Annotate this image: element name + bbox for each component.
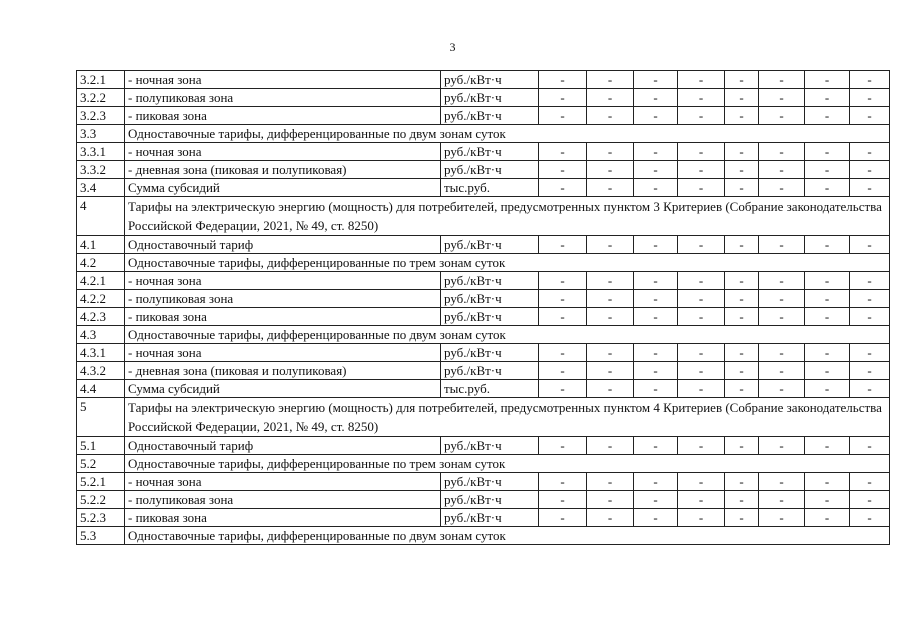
value-cell: -	[759, 509, 805, 527]
row-code: 4.2.2	[77, 290, 125, 308]
row-code: 4.2	[77, 254, 125, 272]
value-cell: -	[759, 437, 805, 455]
value-cell: -	[634, 107, 678, 125]
value-cell: -	[725, 473, 759, 491]
table-row	[77, 254, 890, 272]
row-name: Одноставочные тарифы, дифференцированные по трем зонам суток	[125, 455, 890, 473]
value-cell: -	[539, 473, 587, 491]
value-cell: -	[759, 362, 805, 380]
row-unit: руб./кВт·ч	[441, 308, 539, 326]
table-row	[77, 272, 890, 290]
row-code: 4.2.1	[77, 272, 125, 290]
value-cell: -	[759, 143, 805, 161]
value-cell: -	[850, 161, 890, 179]
row-unit: руб./кВт·ч	[441, 89, 539, 107]
value-cell: -	[539, 344, 587, 362]
value-cell: -	[759, 344, 805, 362]
value-cell: -	[759, 473, 805, 491]
table-row	[77, 161, 890, 179]
value-cell: -	[539, 236, 587, 254]
row-code: 4.1	[77, 236, 125, 254]
page-number: 3	[449, 40, 456, 54]
value-cell: -	[539, 362, 587, 380]
row-unit: руб./кВт·ч	[441, 161, 539, 179]
table-row	[77, 509, 890, 527]
row-code: 4.3.1	[77, 344, 125, 362]
row-code: 4	[77, 197, 125, 236]
value-cell: -	[587, 290, 634, 308]
value-cell: -	[805, 344, 850, 362]
value-cell: -	[759, 89, 805, 107]
row-name: - ночная зона	[125, 143, 441, 161]
row-unit: руб./кВт·ч	[441, 107, 539, 125]
row-name: - полупиковая зона	[125, 89, 441, 107]
tariff-table-body	[77, 71, 890, 545]
value-cell: -	[678, 107, 725, 125]
row-unit: руб./кВт·ч	[441, 71, 539, 89]
value-cell: -	[634, 437, 678, 455]
value-cell: -	[759, 107, 805, 125]
value-cell: -	[587, 236, 634, 254]
value-cell: -	[678, 362, 725, 380]
row-name: - ночная зона	[125, 272, 441, 290]
value-cell: -	[678, 344, 725, 362]
row-code: 4.3.2	[77, 362, 125, 380]
table-row	[77, 143, 890, 161]
table-row	[77, 491, 890, 509]
value-cell: -	[850, 344, 890, 362]
row-code: 3.4	[77, 179, 125, 197]
row-code: 4.3	[77, 326, 125, 344]
value-cell: -	[634, 509, 678, 527]
table-row	[77, 473, 890, 491]
row-code: 3.3.2	[77, 161, 125, 179]
row-code: 3.3	[77, 125, 125, 143]
row-name: - пиковая зона	[125, 308, 441, 326]
value-cell: -	[725, 308, 759, 326]
value-cell: -	[725, 161, 759, 179]
row-code: 3.3.1	[77, 143, 125, 161]
value-cell: -	[587, 89, 634, 107]
row-name: Тарифы на электрическую энергию (мощность) для потребителей, предусмотренных пунктом 4 Критериев (Собрание законодательства Российской Федерации, 2021, № 49, ст. 8250)	[125, 398, 890, 437]
value-cell: -	[678, 437, 725, 455]
row-name: - пиковая зона	[125, 107, 441, 125]
value-cell: -	[850, 143, 890, 161]
tariff-table	[76, 70, 890, 545]
value-cell: -	[539, 107, 587, 125]
value-cell: -	[850, 437, 890, 455]
value-cell: -	[634, 344, 678, 362]
value-cell: -	[587, 509, 634, 527]
row-code: 5.2	[77, 455, 125, 473]
value-cell: -	[805, 491, 850, 509]
value-cell: -	[678, 272, 725, 290]
row-code: 5.2.1	[77, 473, 125, 491]
row-name: Одноставочные тарифы, дифференцированные по двум зонам суток	[125, 125, 890, 143]
value-cell: -	[805, 143, 850, 161]
value-cell: -	[678, 89, 725, 107]
value-cell: -	[587, 71, 634, 89]
value-cell: -	[850, 89, 890, 107]
value-cell: -	[587, 473, 634, 491]
value-cell: -	[725, 89, 759, 107]
value-cell: -	[634, 161, 678, 179]
value-cell: -	[539, 71, 587, 89]
value-cell: -	[587, 272, 634, 290]
value-cell: -	[539, 290, 587, 308]
row-unit: руб./кВт·ч	[441, 143, 539, 161]
value-cell: -	[678, 236, 725, 254]
value-cell: -	[539, 437, 587, 455]
row-code: 3.2.1	[77, 71, 125, 89]
table-row	[77, 527, 890, 545]
value-cell: -	[805, 107, 850, 125]
value-cell: -	[759, 272, 805, 290]
row-name: - ночная зона	[125, 344, 441, 362]
value-cell: -	[725, 290, 759, 308]
row-unit: тыс.руб.	[441, 179, 539, 197]
value-cell: -	[805, 437, 850, 455]
value-cell: -	[634, 272, 678, 290]
value-cell: -	[850, 272, 890, 290]
value-cell: -	[678, 473, 725, 491]
value-cell: -	[634, 71, 678, 89]
row-unit: руб./кВт·ч	[441, 236, 539, 254]
value-cell: -	[805, 380, 850, 398]
table-row	[77, 362, 890, 380]
value-cell: -	[805, 71, 850, 89]
value-cell: -	[805, 308, 850, 326]
value-cell: -	[759, 236, 805, 254]
row-name: Сумма субсидий	[125, 179, 441, 197]
row-name: - ночная зона	[125, 71, 441, 89]
value-cell: -	[634, 89, 678, 107]
row-code: 5.2.3	[77, 509, 125, 527]
table-row	[77, 326, 890, 344]
value-cell: -	[850, 362, 890, 380]
value-cell: -	[805, 272, 850, 290]
row-name: Одноставочные тарифы, дифференцированные по двум зонам суток	[125, 326, 890, 344]
table-row	[77, 125, 890, 143]
row-unit: руб./кВт·ч	[441, 272, 539, 290]
table-row	[77, 107, 890, 125]
table-row	[77, 236, 890, 254]
table-row	[77, 179, 890, 197]
value-cell: -	[634, 308, 678, 326]
row-name: - дневная зона (пиковая и полупиковая)	[125, 161, 441, 179]
value-cell: -	[805, 236, 850, 254]
table-row	[77, 380, 890, 398]
row-code: 3.2.2	[77, 89, 125, 107]
row-name: - полупиковая зона	[125, 491, 441, 509]
value-cell: -	[805, 362, 850, 380]
value-cell: -	[539, 179, 587, 197]
value-cell: -	[759, 380, 805, 398]
value-cell: -	[539, 272, 587, 290]
value-cell: -	[725, 272, 759, 290]
value-cell: -	[759, 179, 805, 197]
value-cell: -	[587, 179, 634, 197]
value-cell: -	[850, 509, 890, 527]
value-cell: -	[850, 473, 890, 491]
value-cell: -	[725, 437, 759, 455]
value-cell: -	[759, 71, 805, 89]
value-cell: -	[759, 290, 805, 308]
value-cell: -	[725, 509, 759, 527]
row-name: Сумма субсидий	[125, 380, 441, 398]
row-unit: руб./кВт·ч	[441, 290, 539, 308]
row-code: 5.3	[77, 527, 125, 545]
value-cell: -	[587, 107, 634, 125]
row-name: Одноставочные тарифы, дифференцированные по двум зонам суток	[125, 527, 890, 545]
row-unit: руб./кВт·ч	[441, 362, 539, 380]
row-name: - дневная зона (пиковая и полупиковая)	[125, 362, 441, 380]
value-cell: -	[759, 491, 805, 509]
value-cell: -	[805, 179, 850, 197]
table-row	[77, 437, 890, 455]
value-cell: -	[725, 362, 759, 380]
value-cell: -	[678, 161, 725, 179]
row-name: Одноставочные тарифы, дифференцированные по трем зонам суток	[125, 254, 890, 272]
value-cell: -	[850, 71, 890, 89]
value-cell: -	[678, 71, 725, 89]
value-cell: -	[678, 491, 725, 509]
value-cell: -	[725, 236, 759, 254]
value-cell: -	[850, 308, 890, 326]
row-code: 4.2.3	[77, 308, 125, 326]
value-cell: -	[850, 236, 890, 254]
value-cell: -	[539, 380, 587, 398]
table-row	[77, 71, 890, 89]
value-cell: -	[587, 362, 634, 380]
row-code: 4.4	[77, 380, 125, 398]
value-cell: -	[634, 491, 678, 509]
value-cell: -	[850, 290, 890, 308]
table-row	[77, 290, 890, 308]
value-cell: -	[587, 437, 634, 455]
value-cell: -	[725, 107, 759, 125]
value-cell: -	[850, 179, 890, 197]
row-code: 5.1	[77, 437, 125, 455]
value-cell: -	[725, 71, 759, 89]
table-row	[77, 197, 890, 236]
value-cell: -	[634, 143, 678, 161]
value-cell: -	[805, 473, 850, 491]
row-name: - пиковая зона	[125, 509, 441, 527]
value-cell: -	[725, 143, 759, 161]
value-cell: -	[678, 308, 725, 326]
table-row	[77, 455, 890, 473]
value-cell: -	[539, 143, 587, 161]
row-unit: руб./кВт·ч	[441, 509, 539, 527]
value-cell: -	[587, 308, 634, 326]
row-unit: тыс.руб.	[441, 380, 539, 398]
value-cell: -	[725, 179, 759, 197]
value-cell: -	[678, 290, 725, 308]
value-cell: -	[634, 236, 678, 254]
value-cell: -	[539, 491, 587, 509]
row-unit: руб./кВт·ч	[441, 491, 539, 509]
value-cell: -	[805, 509, 850, 527]
value-cell: -	[539, 161, 587, 179]
value-cell: -	[725, 344, 759, 362]
value-cell: -	[634, 290, 678, 308]
value-cell: -	[725, 491, 759, 509]
value-cell: -	[678, 143, 725, 161]
table-row	[77, 308, 890, 326]
value-cell: -	[634, 380, 678, 398]
value-cell: -	[725, 380, 759, 398]
value-cell: -	[805, 290, 850, 308]
row-name: Одноставочный тариф	[125, 236, 441, 254]
row-name: - полупиковая зона	[125, 290, 441, 308]
value-cell: -	[634, 179, 678, 197]
row-unit: руб./кВт·ч	[441, 344, 539, 362]
row-name: Тарифы на электрическую энергию (мощность) для потребителей, предусмотренных пунктом 3 Критериев (Собрание законодательства Российской Федерации, 2021, № 49, ст. 8250)	[125, 197, 890, 236]
value-cell: -	[678, 179, 725, 197]
row-name: Одноставочный тариф	[125, 437, 441, 455]
value-cell: -	[587, 380, 634, 398]
table-row	[77, 89, 890, 107]
value-cell: -	[539, 89, 587, 107]
value-cell: -	[850, 380, 890, 398]
value-cell: -	[759, 308, 805, 326]
value-cell: -	[634, 473, 678, 491]
value-cell: -	[850, 107, 890, 125]
row-code: 5	[77, 398, 125, 437]
table-row	[77, 344, 890, 362]
table-row	[77, 398, 890, 437]
value-cell: -	[805, 161, 850, 179]
value-cell: -	[850, 491, 890, 509]
value-cell: -	[587, 143, 634, 161]
value-cell: -	[539, 509, 587, 527]
row-code: 5.2.2	[77, 491, 125, 509]
value-cell: -	[678, 509, 725, 527]
row-unit: руб./кВт·ч	[441, 473, 539, 491]
value-cell: -	[678, 380, 725, 398]
row-name: - ночная зона	[125, 473, 441, 491]
value-cell: -	[587, 491, 634, 509]
value-cell: -	[539, 308, 587, 326]
row-unit: руб./кВт·ч	[441, 437, 539, 455]
value-cell: -	[634, 362, 678, 380]
value-cell: -	[805, 89, 850, 107]
value-cell: -	[759, 161, 805, 179]
value-cell: -	[587, 344, 634, 362]
row-code: 3.2.3	[77, 107, 125, 125]
value-cell: -	[587, 161, 634, 179]
